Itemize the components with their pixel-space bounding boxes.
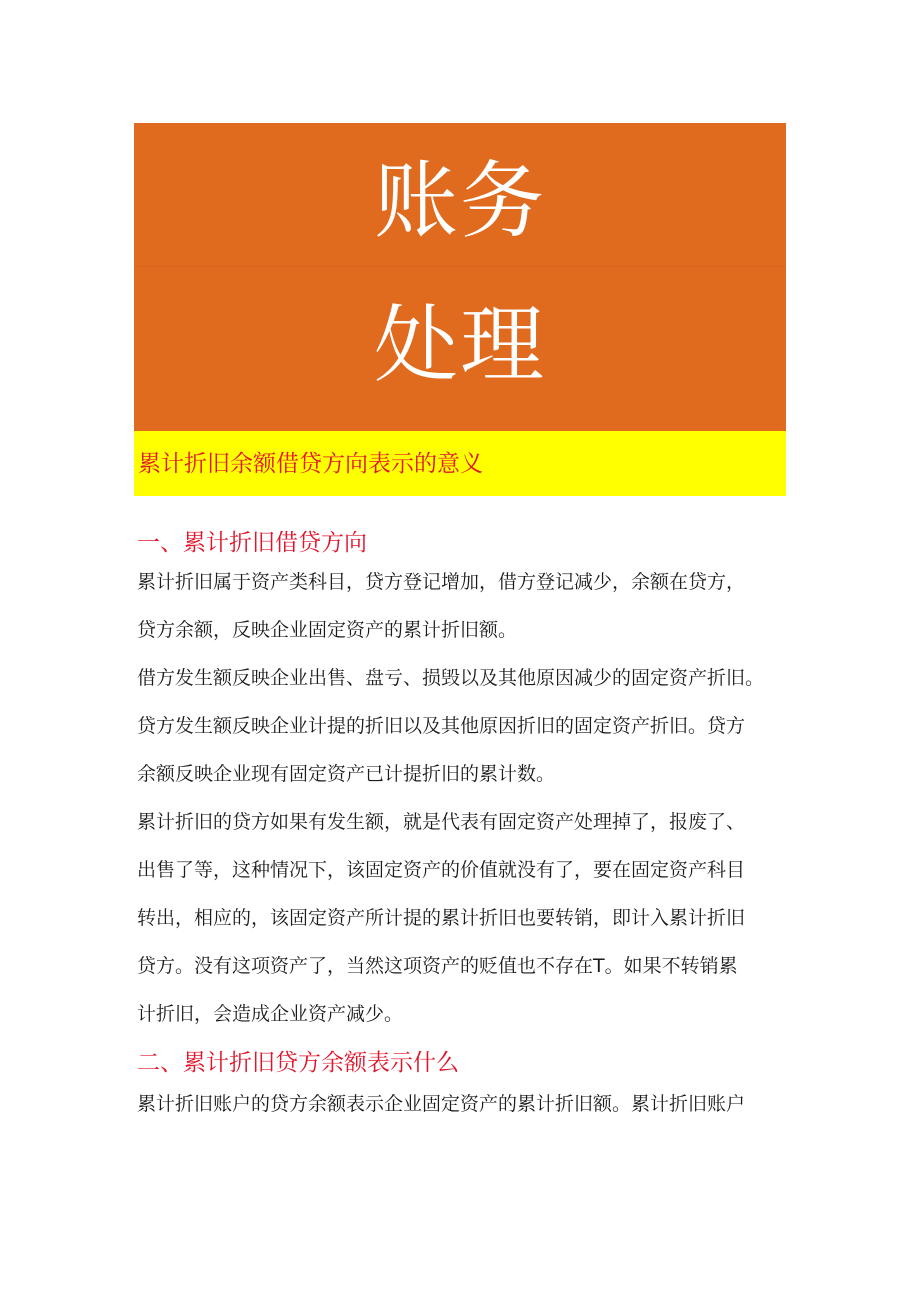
subtitle: 累计折旧余额借贷方向表示的意义 <box>138 451 483 477</box>
paragraph-line: 累计折旧的贷方如果有发生额，就是代表有固定资产处理掉了，报废了、 <box>137 811 746 833</box>
banner-divider <box>134 266 786 267</box>
paragraph-line: 贷方余额，反映企业固定资产的累计折旧额。 <box>137 619 518 641</box>
title-banner <box>134 123 786 431</box>
article-body <box>137 527 789 1116</box>
paragraph-line: 贷方发生额反映企业计提的折旧以及其他原因折旧的固定资产折旧。贷方 <box>137 715 746 737</box>
paragraph-line: 累计折旧属于资产类科目，贷方登记增加，借方登记减少，余额在贷方， <box>137 571 746 593</box>
paragraph-line: 转出，相应的，该固定资产所计提的累计折旧也要转销，即计入累计折旧 <box>137 907 746 929</box>
paragraph-line: 余额反映企业现有固定资产已计提折旧的累计数。 <box>137 763 556 785</box>
banner-title-line-1: 账务 <box>373 152 546 250</box>
paragraph-line: 计折旧，会造成企业资产减少。 <box>137 1003 404 1025</box>
banner-title-line-2: 处理 <box>373 296 546 394</box>
paragraph-line: 借方发生额反映企业出售、盘亏、损毁以及其他原因减少的固定资产折旧。 <box>137 667 765 689</box>
section-1-heading: 一、累计折旧借贷方向 <box>137 530 367 556</box>
subtitle-bar <box>134 431 786 496</box>
paragraph-line: 出售了等，这种情况下，该固定资产的价值就没有了，要在固定资产科目 <box>137 859 746 881</box>
paragraph-line: 贷方。没有这项资产了，当然这项资产的贬值也不存在T。如果不转销累 <box>137 955 738 977</box>
paragraph-line: 累计折旧账户的贷方余额表示企业固定资产的累计折旧额。累计折旧账户 <box>137 1093 746 1115</box>
section-2-heading: 二、累计折旧贷方余额表示什么 <box>137 1050 459 1076</box>
